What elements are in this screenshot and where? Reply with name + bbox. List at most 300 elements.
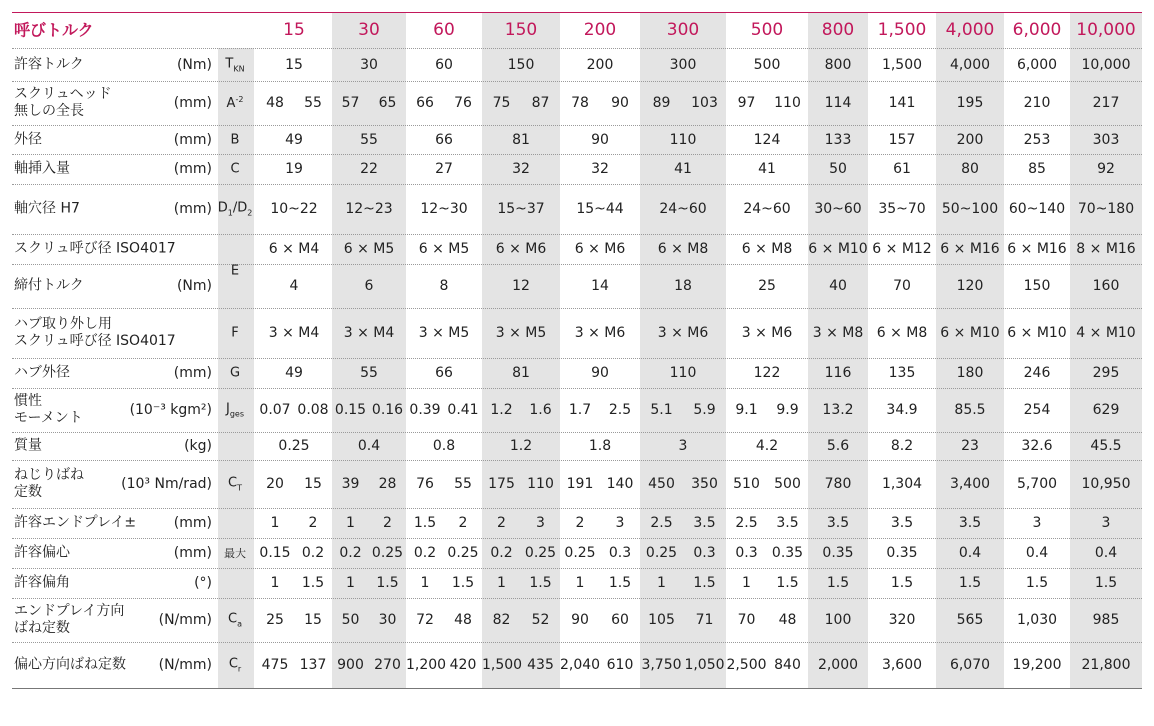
screw-symbol: E	[230, 263, 240, 279]
value-cell: 1.5	[958, 575, 982, 591]
value-cell: 0.25	[524, 545, 557, 561]
value-cell: 1	[270, 575, 280, 591]
header-size: 150	[504, 20, 538, 40]
value-cell: 0.35	[886, 545, 918, 561]
value-cell: 8.2	[890, 438, 914, 454]
value-cell: 12~23	[345, 201, 393, 217]
value-cell: 0.39	[409, 402, 441, 418]
row-label	[14, 575, 70, 592]
value-cell: 70	[893, 278, 911, 294]
row-permissible-torque	[12, 48, 1142, 81]
value-cell: 1.5	[776, 575, 799, 591]
value-cell: 57	[341, 95, 360, 111]
value-cell: 39	[341, 476, 360, 492]
value-cell: 12~30	[420, 201, 468, 217]
value-cell: 3.5	[958, 515, 982, 531]
value-cell: 4,000	[949, 56, 991, 73]
value-cell: 114	[824, 95, 852, 111]
value-cell: 103	[691, 95, 718, 111]
row-axial-spring-constant	[12, 598, 1142, 642]
value-cell: 3	[678, 438, 688, 454]
row-angular-misalignment	[12, 568, 1142, 598]
value-cell: 3 × M4	[268, 325, 320, 341]
header-separator	[12, 48, 1142, 49]
row-label-line: 無しの全長	[14, 103, 84, 119]
row-radial-spring-constant	[12, 642, 1142, 688]
value-cell: 2,040	[560, 657, 601, 673]
value-cell: 6 × M10	[1007, 325, 1067, 341]
row-label	[14, 603, 124, 637]
row-label-line: 慣性	[14, 393, 42, 409]
value-cell: 0.25	[278, 438, 310, 454]
value-cell: 1.2	[490, 402, 513, 418]
value-cell: 1.5	[890, 575, 914, 591]
value-cell: 0.3	[693, 545, 716, 561]
header-size: 30	[358, 20, 380, 40]
value-cell: 0.2	[339, 545, 362, 561]
value-cell: 20	[266, 476, 284, 492]
value-cell: 2	[308, 515, 318, 531]
row-unit: (mm)	[173, 95, 212, 111]
row-label-line: ばね定数	[14, 620, 70, 636]
value-cell: 0.25	[645, 545, 678, 561]
value-cell: 1.5	[413, 515, 437, 531]
value-cell: 6 × M6	[574, 241, 626, 257]
value-cell: 217	[1092, 95, 1120, 111]
value-cell: 41	[674, 161, 692, 177]
value-cell: 12	[512, 278, 530, 294]
value-cell: 1,200	[406, 657, 447, 673]
value-cell: 30	[378, 612, 397, 628]
value-cell: 89	[652, 95, 671, 111]
row-label	[14, 56, 84, 73]
value-cell: 0.41	[447, 402, 479, 418]
value-cell: 1	[657, 575, 666, 591]
value-cell: 6 × M10	[940, 325, 1000, 341]
row-label	[14, 515, 136, 532]
value-cell: 10,000	[1081, 56, 1131, 73]
value-cell: 195	[956, 95, 984, 111]
value-cell: 140	[606, 476, 634, 492]
value-cell: 3,750	[641, 657, 682, 673]
value-cell: 3.5	[693, 515, 716, 531]
value-cell: 19	[285, 161, 303, 177]
value-cell: 1.5	[693, 575, 716, 591]
value-cell: 52	[531, 612, 550, 628]
row-symbol: $C_a$	[228, 611, 242, 629]
value-cell: 0.35	[771, 545, 804, 561]
header-size: 500	[750, 20, 784, 40]
value-cell: 3	[615, 515, 625, 531]
value-cell: 1	[742, 575, 751, 591]
value-cell: 15~44	[576, 201, 624, 217]
value-cell: 19,200	[1012, 657, 1062, 673]
value-cell: 3 × M6	[657, 325, 709, 341]
value-cell: 3.5	[826, 515, 850, 531]
value-cell: 0.3	[735, 545, 758, 561]
value-cell: 32.6	[1021, 438, 1053, 454]
row-shaft-insertion	[12, 154, 1142, 184]
value-cell: 253	[1023, 131, 1051, 148]
value-cell: 500	[774, 476, 801, 492]
value-cell: 320	[888, 612, 916, 628]
value-cell: 41	[758, 161, 776, 177]
row-unit: (Nm)	[176, 278, 212, 294]
value-cell: 420	[449, 657, 477, 673]
value-cell: 66	[416, 95, 434, 111]
row-unit: (N/mm)	[158, 612, 212, 628]
value-cell: 5.9	[693, 402, 716, 418]
row-label-line: 外径	[14, 131, 42, 147]
row-unit: (10³ Nm/rad)	[121, 476, 212, 492]
value-cell: 985	[1092, 612, 1120, 628]
value-cell: 60	[435, 56, 453, 73]
value-cell: 1	[346, 575, 355, 591]
row-radial-misalignment	[12, 538, 1142, 568]
value-cell: 0.35	[822, 545, 854, 561]
value-cell: 49	[285, 131, 303, 148]
row-mass	[12, 432, 1142, 460]
row-label-line: モーメント	[14, 410, 83, 426]
value-cell: 475	[261, 657, 289, 673]
value-cell: 900	[337, 657, 364, 673]
value-cell: 15	[304, 476, 322, 492]
value-cell: 1.5	[376, 575, 399, 591]
value-cell: 18	[674, 278, 692, 294]
value-cell: 6 × M5	[343, 241, 395, 257]
header-size: 10,000	[1076, 20, 1136, 40]
value-cell: 6,000	[1016, 56, 1058, 73]
value-cell: 8 × M16	[1076, 241, 1136, 257]
row-label	[14, 278, 84, 295]
value-cell: 780	[824, 476, 852, 492]
value-cell: 30	[360, 56, 378, 73]
value-cell: 2	[497, 515, 506, 531]
row-label-line: 軸穴径 H7	[14, 200, 80, 217]
value-cell: 3 × M5	[495, 325, 547, 341]
row-label	[14, 393, 83, 427]
value-cell: 55	[360, 131, 378, 148]
value-cell: 60~140	[1008, 201, 1066, 217]
value-cell: 82	[492, 612, 511, 628]
value-cell: 510	[733, 476, 760, 492]
value-cell: 24~60	[743, 201, 791, 217]
value-cell: 85	[1028, 161, 1046, 177]
row-unit: (°)	[194, 575, 212, 591]
value-cell: 1	[420, 575, 430, 591]
value-cell: 1.5	[826, 575, 850, 591]
value-cell: 300	[669, 56, 697, 73]
value-cell: 1.5	[1025, 575, 1049, 591]
row-symbol: $J_{ges}$	[225, 401, 244, 419]
row-symbol: C	[230, 161, 240, 177]
row-moment-of-inertia	[12, 388, 1142, 432]
value-cell: 254	[1023, 402, 1051, 418]
value-cell: 5.6	[826, 438, 850, 454]
value-cell: 610	[606, 657, 634, 673]
row-length-without-screw-head	[12, 81, 1142, 125]
row-label	[14, 316, 176, 350]
value-cell: 48	[454, 612, 472, 628]
value-cell: 2,500	[726, 657, 767, 673]
value-cell: 0.25	[564, 545, 596, 561]
value-cell: 6	[364, 278, 374, 294]
header-size: 4,000	[945, 20, 995, 40]
row-hub-removal-screw	[12, 308, 1142, 358]
value-cell: 90	[591, 365, 609, 381]
value-cell: 150	[507, 56, 535, 73]
value-cell: 4 × M10	[1076, 325, 1136, 341]
value-cell: 1.6	[529, 402, 552, 418]
value-cell: 6 × M10	[808, 241, 868, 257]
value-cell: 40	[829, 278, 847, 294]
row-torsional-stiffness	[12, 460, 1142, 508]
value-cell: 2	[383, 515, 392, 531]
value-cell: 3 × M5	[418, 325, 470, 341]
value-cell: 9.9	[776, 402, 799, 418]
value-cell: 22	[360, 161, 378, 177]
row-unit: (mm)	[173, 545, 212, 561]
row-label-line: スクリュ呼び径 ISO4017	[14, 240, 176, 257]
header-size: 15	[283, 20, 305, 40]
value-cell: 10~22	[270, 201, 318, 217]
value-cell: 75	[492, 95, 511, 111]
value-cell: 3 × M4	[343, 325, 395, 341]
row-label-line: 偏心方向ばね定数	[14, 656, 126, 673]
header-size: 800	[821, 20, 855, 40]
value-cell: 110	[669, 131, 697, 148]
header-size: 1,500	[877, 20, 927, 40]
row-unit: (10⁻³ kgm²)	[129, 402, 212, 418]
value-cell: 270	[374, 657, 401, 673]
value-cell: 6,070	[949, 657, 991, 673]
header-size: 6,000	[1012, 20, 1062, 40]
value-cell: 1,500	[482, 657, 523, 673]
value-cell: 66	[435, 365, 453, 381]
value-cell: 0.3	[608, 545, 632, 561]
value-cell: 30~60	[814, 201, 862, 217]
spec-table	[12, 12, 1142, 712]
value-cell: 80	[961, 161, 979, 177]
value-cell: 110	[669, 365, 697, 381]
row-symbol: $T_{KN}$	[225, 56, 245, 73]
value-cell: 1	[497, 575, 506, 591]
row-shaft-bore	[12, 184, 1142, 234]
value-cell: 1.5	[451, 575, 475, 591]
value-cell: 135	[888, 365, 916, 381]
value-cell: 1	[346, 515, 355, 531]
value-cell: 87	[531, 95, 550, 111]
value-cell: 435	[527, 657, 554, 673]
row-symbol: $A^{-2}$	[226, 94, 244, 112]
row-unit: (Nm)	[176, 56, 212, 73]
value-cell: 70	[737, 612, 756, 628]
value-cell: 32	[591, 161, 609, 177]
value-cell: 76	[454, 95, 472, 111]
value-cell: 122	[753, 365, 781, 381]
row-label-line: ねじりばね	[14, 467, 84, 483]
value-cell: 3.5	[890, 515, 914, 531]
value-cell: 0.15	[259, 545, 291, 561]
value-cell: 60	[611, 612, 629, 628]
value-cell: 90	[591, 131, 609, 148]
row-label	[14, 545, 70, 562]
row-symbol: F	[231, 325, 239, 341]
value-cell: 2.5	[650, 515, 673, 531]
value-cell: 1	[575, 575, 585, 591]
row-symbol: B	[230, 132, 240, 147]
row-unit: (N/mm)	[158, 657, 212, 673]
value-cell: 1.5	[301, 575, 325, 591]
value-cell: 21,800	[1081, 657, 1131, 673]
value-cell: 1,500	[881, 56, 923, 73]
value-cell: 150	[1023, 278, 1051, 294]
header-row	[12, 12, 1142, 48]
value-cell: 1.8	[588, 438, 612, 454]
value-cell: 800	[824, 56, 852, 73]
header-size: 300	[666, 20, 700, 40]
row-label	[14, 201, 80, 218]
value-cell: 0.4	[1094, 545, 1118, 561]
value-cell: 450	[648, 476, 675, 492]
value-cell: 55	[360, 365, 378, 381]
value-cell: 48	[266, 95, 284, 111]
row-hub-outer-diameter	[12, 358, 1142, 388]
value-cell: 141	[888, 95, 916, 111]
value-cell: 1.5	[608, 575, 632, 591]
value-cell: 55	[304, 95, 322, 111]
value-cell: 85.5	[954, 402, 986, 418]
value-cell: 120	[956, 278, 984, 294]
value-cell: 61	[893, 161, 911, 177]
value-cell: 105	[648, 612, 675, 628]
value-cell: 50~100	[941, 201, 999, 217]
header-size: 60	[433, 20, 455, 40]
value-cell: 565	[956, 612, 984, 628]
row-screw-nominal	[12, 234, 1142, 264]
value-cell: 25	[758, 278, 776, 294]
value-cell: 3 × M6	[741, 325, 793, 341]
value-cell: 4.2	[755, 438, 779, 454]
row-label-line: スクリュ呼び径 ISO4017	[14, 333, 176, 349]
value-cell: 3	[1032, 515, 1042, 531]
row-unit: (mm)	[173, 365, 212, 381]
value-cell: 66	[435, 131, 453, 148]
value-cell: 210	[1023, 95, 1051, 111]
value-cell: 1	[270, 515, 280, 531]
row-label-line: スクリュヘッド	[14, 86, 112, 102]
value-cell: 70~180	[1077, 201, 1135, 217]
row-label-line: 質量	[14, 437, 42, 454]
value-cell: 81	[512, 131, 530, 148]
value-cell: 14	[591, 278, 609, 294]
value-cell: 15	[304, 612, 322, 628]
value-cell: 1.5	[1094, 575, 1118, 591]
row-label	[14, 657, 126, 674]
row-symbol: G	[229, 365, 241, 381]
value-cell: 27	[435, 161, 453, 177]
value-cell: 0.8	[432, 438, 456, 454]
value-cell: 50	[829, 161, 847, 177]
value-cell: 6 × M5	[418, 241, 470, 257]
value-cell: 3.5	[776, 515, 799, 531]
value-cell: 0.07	[259, 402, 291, 418]
value-cell: 81	[512, 365, 530, 381]
value-cell: 35~70	[878, 201, 926, 217]
header-size: 200	[583, 20, 617, 40]
value-cell: 1,030	[1016, 612, 1058, 628]
value-cell: 55	[454, 476, 472, 492]
value-cell: 3 × M6	[574, 325, 626, 341]
value-cell: 13.2	[822, 402, 854, 418]
value-cell: 6 × M16	[1007, 241, 1067, 257]
value-cell: 15	[285, 56, 303, 73]
row-label-line: 許容トルク	[14, 56, 84, 72]
value-cell: 0.08	[297, 402, 329, 418]
value-cell: 5.1	[650, 402, 673, 418]
value-cell: 15~37	[497, 201, 545, 217]
value-cell: 1.5	[529, 575, 552, 591]
value-cell: 0.4	[958, 545, 982, 561]
value-cell: 6 × M8	[741, 241, 793, 257]
row-label	[14, 86, 112, 120]
value-cell: 0.4	[357, 438, 381, 454]
value-cell: 50	[341, 612, 360, 628]
value-cell: 23	[961, 438, 979, 454]
row-label-line: 締付トルク	[14, 277, 84, 294]
value-cell: 180	[956, 365, 984, 381]
row-symbol: $C_T$	[228, 475, 242, 493]
value-cell: 25	[266, 612, 284, 628]
value-cell: 200	[586, 56, 614, 73]
value-cell: 34.9	[886, 402, 918, 418]
value-cell: 100	[824, 612, 852, 628]
row-unit: (mm)	[173, 515, 212, 531]
value-cell: 110	[527, 476, 554, 492]
value-cell: 500	[753, 56, 781, 73]
row-unit: (mm)	[173, 201, 212, 217]
row-label-line: ハブ取り外し用	[14, 316, 112, 332]
value-cell: 72	[416, 612, 434, 628]
value-cell: 133	[824, 131, 852, 148]
value-cell: 2.5	[735, 515, 758, 531]
value-cell: 49	[285, 365, 303, 381]
row-label	[14, 365, 70, 382]
value-cell: 0.15	[334, 402, 367, 418]
value-cell: 3 × M8	[812, 325, 864, 341]
table-bottom-rule	[12, 688, 1142, 689]
value-cell: 28	[378, 476, 397, 492]
value-cell: 629	[1092, 402, 1120, 418]
row-label-line: エンドプレイ方向	[14, 603, 125, 619]
row-label	[14, 467, 84, 501]
value-cell: 4	[289, 278, 299, 294]
value-cell: 303	[1092, 131, 1120, 148]
row-tightening-torque	[12, 264, 1142, 308]
row-label-line: 許容偏心	[14, 544, 70, 561]
value-cell: 137	[299, 657, 327, 673]
value-cell: 9.1	[735, 402, 758, 418]
row-label-line: 許容偏角	[14, 574, 70, 591]
row-symbol: $D_1/D_2$	[217, 200, 253, 218]
row-label	[14, 438, 42, 455]
value-cell: 191	[566, 476, 594, 492]
value-cell: 160	[1092, 278, 1120, 294]
value-cell: 24~60	[659, 201, 707, 217]
value-cell: 8	[439, 278, 449, 294]
value-cell: 2.5	[608, 402, 632, 418]
row-label	[14, 161, 70, 178]
